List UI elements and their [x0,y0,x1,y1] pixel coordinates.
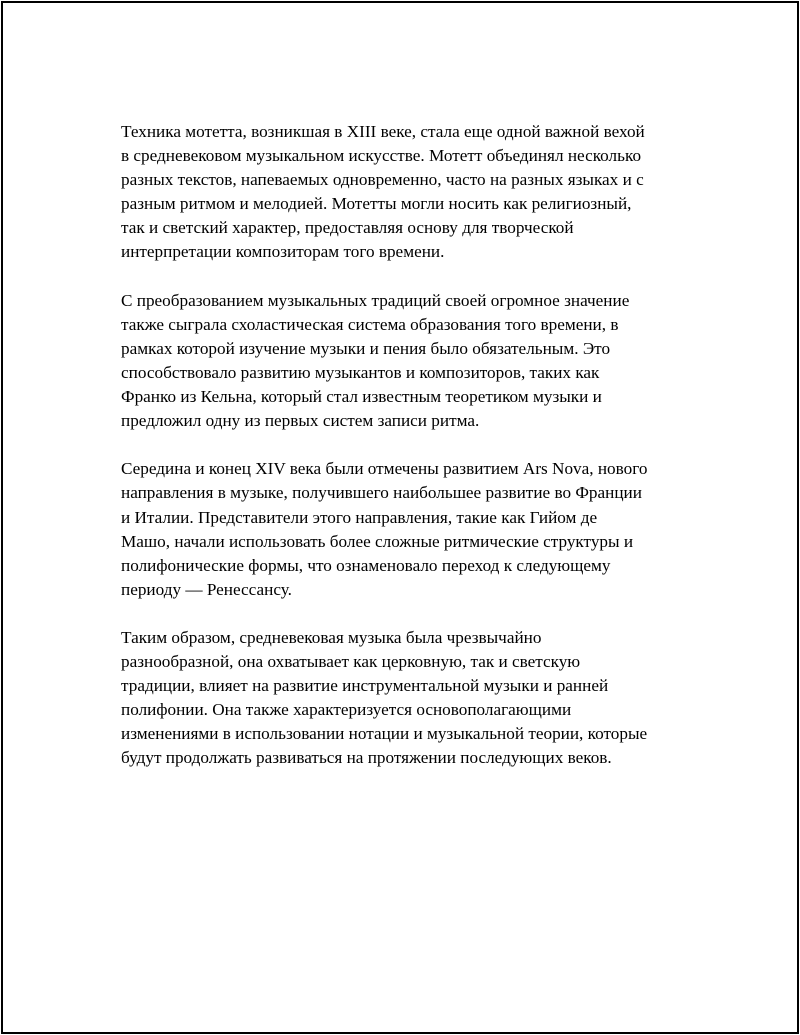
text-line: будут продолжать развиваться на протяжении последующих веков. [121,748,612,768]
text-line: рамках которой изучение музыки и пения было обязательным. Это [121,338,611,358]
text-line: традиции, влияет на развитие инструментальной музыки и ранней [121,676,609,696]
text-line: и Италии. Представители этого направления, такие как Гийом де [121,507,598,527]
text-line: Машо, начали использовать более сложные ритмические структуры и [121,531,634,551]
paragraph-conclusion [121,626,701,771]
text-line: полифонии. Она также характеризуется основополагающими [121,700,572,720]
text-line: также сыграла схоластическая система образования того времени, в [121,314,619,334]
text-line: направления в музыке, получившего наибольшее развитие во Франции [121,483,642,503]
text-line: предложил одну из первых систем записи ритма. [121,411,480,431]
paragraph-ars-nova [121,457,701,602]
text-line: способствовало развитию музыкантов и композиторов, таких как [121,362,600,382]
text-line: Техника мотетта, возникшая в XIII веке, стала еще одной важной вехой [121,122,645,141]
text-line: так и светский характер, предоставляя основу для творческой [121,218,574,238]
text-line: Таким образом, средневековая музыка была чрезвычайно [121,627,542,647]
text-line: Середина и конец XIV века были отмечены развитием Ars Nova, нового [121,459,648,479]
text-line: интерпретации композиторам того времени. [121,242,445,262]
text-line: Франко из Кельна, который стал известным теоретиком музыки и [121,387,602,407]
text-line: периоду — Ренессансу. [121,579,292,599]
paragraph-motet [121,120,701,265]
paragraph-scholastic [121,289,701,434]
text-line: в средневековом музыкальном искусстве. Мотетт объединял несколько [121,146,642,166]
text-line: полифонические формы, что ознаменовало переход к следующему [121,555,611,575]
document-body [121,120,701,795]
text-line: разных текстов, напеваемых одновременно, часто на разных языках и с [121,170,644,190]
page-frame [1,1,799,1034]
text-line: разным ритмом и мелодией. Мотетты могли носить как религиозный, [121,194,632,214]
text-line: изменениями в использовании нотации и музыкальной теории, которые [121,724,648,744]
text-line: разнообразной, она охватывает как церковную, так и светскую [121,652,581,672]
text-line: С преобразованием музыкальных традиций своей огромное значение [121,290,630,310]
